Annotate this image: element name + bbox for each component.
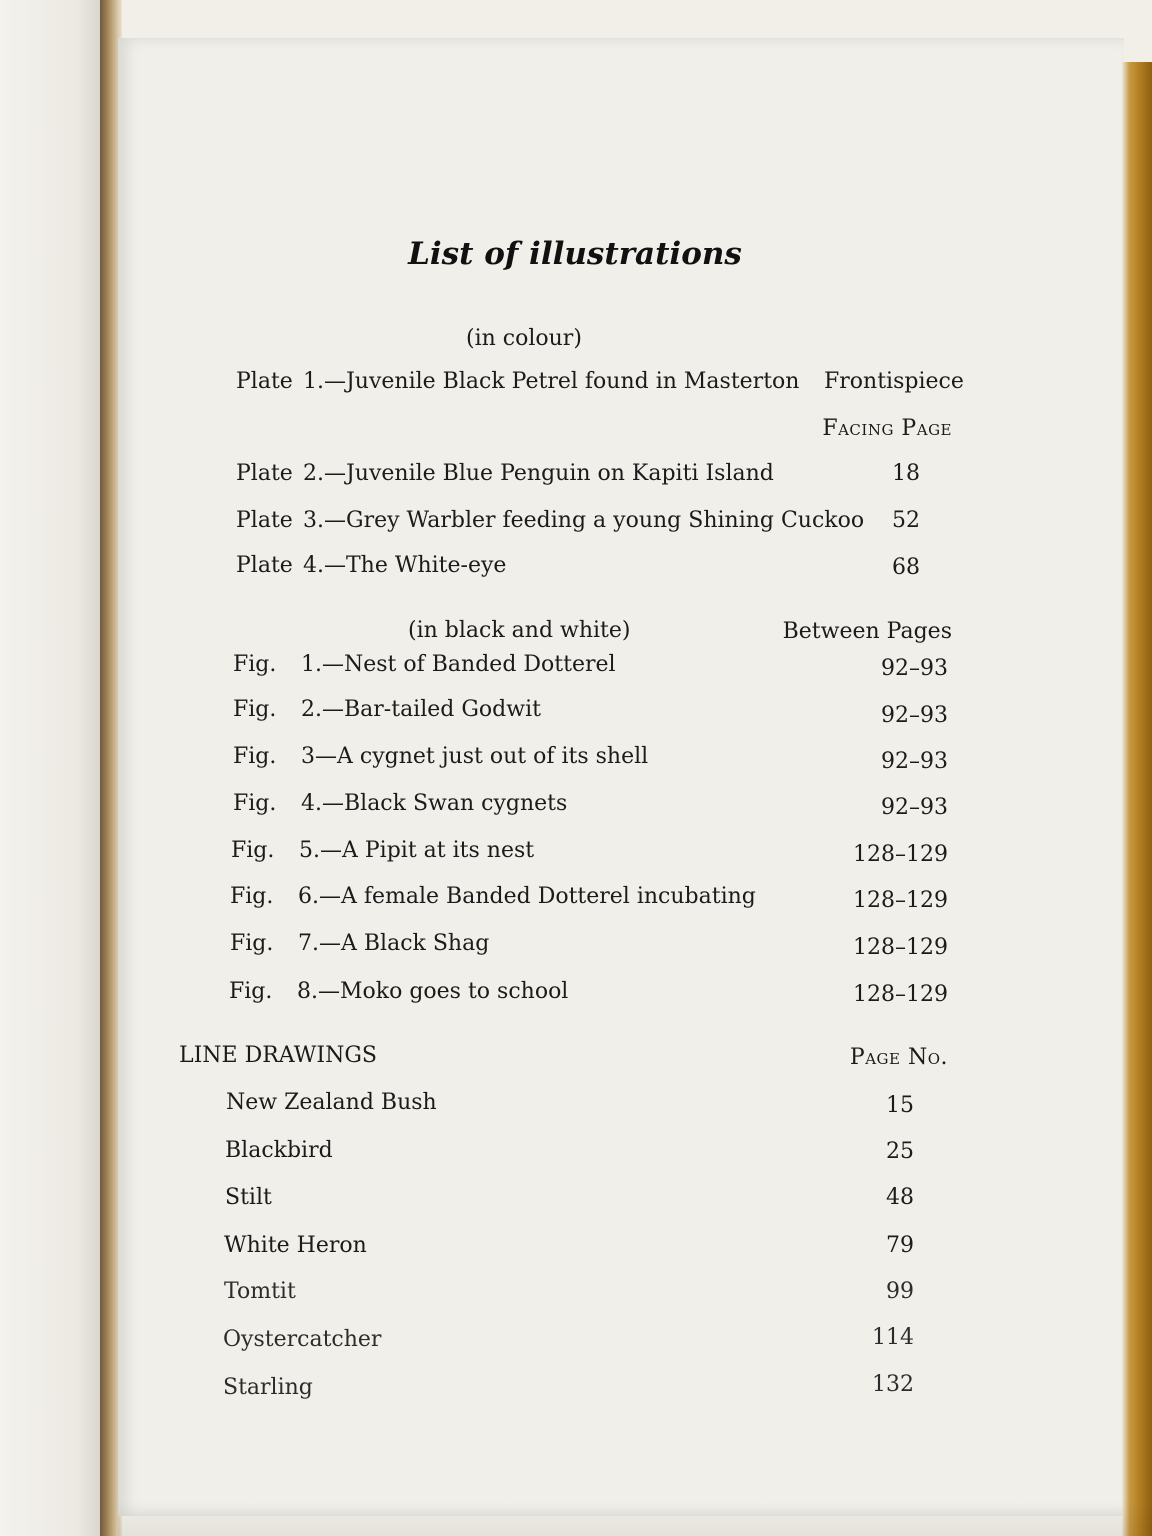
- left-page-edge: [0, 0, 110, 1536]
- page-shadow: [118, 1500, 1152, 1536]
- fig-7-label: Fig.: [230, 931, 274, 956]
- drawing-5-title: Tomtit: [224, 1279, 296, 1304]
- fig-6-label: Fig.: [230, 884, 274, 909]
- plate-3-label: Plate: [236, 508, 293, 533]
- fig-7-title: 7.—A Black Shag: [298, 931, 490, 956]
- fig-6-pages: 128–129: [853, 888, 948, 913]
- fig-8-title: 8.—Moko goes to school: [297, 979, 569, 1004]
- fig-3-label: Fig.: [233, 744, 277, 769]
- drawing-2-page: 25: [886, 1139, 914, 1164]
- drawing-1-title: New Zealand Bush: [226, 1090, 437, 1115]
- facing-page-header: Facing Page: [822, 416, 952, 441]
- plate-4-page: 68: [892, 555, 920, 580]
- drawing-5-page: 99: [886, 1279, 914, 1304]
- plate-4-label: Plate: [236, 553, 293, 578]
- plate-2-page: 18: [892, 461, 920, 486]
- fig-4-label: Fig.: [233, 791, 277, 816]
- plate-1-title: 1.—Juvenile Black Petrel found in Masterton: [303, 369, 800, 394]
- drawing-3-page: 48: [886, 1185, 914, 1210]
- fig-4-title: 4.—Black Swan cygnets: [301, 791, 568, 816]
- drawing-4-title: White Heron: [224, 1233, 367, 1258]
- fig-4-pages: 92–93: [881, 795, 948, 820]
- fig-5-title: 5.—A Pipit at its nest: [299, 838, 535, 863]
- fig-5-pages: 128–129: [853, 842, 948, 867]
- drawing-6-title: Oystercatcher: [223, 1327, 382, 1352]
- fig-1-label: Fig.: [233, 652, 277, 677]
- drawing-4-page: 79: [886, 1233, 914, 1258]
- book-cover-edge: [1122, 62, 1152, 1536]
- fig-5-label: Fig.: [231, 838, 275, 863]
- fig-3-pages: 92–93: [881, 749, 948, 774]
- fig-2-pages: 92–93: [881, 703, 948, 728]
- drawing-2-title: Blackbird: [225, 1138, 333, 1163]
- fig-8-label: Fig.: [229, 979, 273, 1004]
- drawing-3-title: Stilt: [225, 1185, 272, 1210]
- plate-2-label: Plate: [236, 461, 293, 486]
- fig-1-title: 1.—Nest of Banded Dotterel: [301, 652, 616, 677]
- plate-4-title: 4.—The White-eye: [303, 553, 507, 578]
- drawing-7-page: 132: [872, 1372, 914, 1397]
- drawing-7-title: Starling: [223, 1375, 313, 1400]
- fig-2-title: 2.—Bar-tailed Godwit: [301, 697, 541, 722]
- plate-1-page: Frontispiece: [824, 369, 964, 394]
- page-title: List of illustrations: [408, 236, 742, 272]
- fig-1-pages: 92–93: [881, 656, 948, 681]
- plate-3-title: 3.—Grey Warbler feeding a young Shining Cuckoo: [303, 508, 865, 533]
- page-no-header: Page No.: [849, 1045, 948, 1070]
- bw-section-heading: (in black and white): [408, 618, 631, 643]
- colour-section-heading: (in colour): [466, 326, 582, 351]
- fig-7-pages: 128–129: [853, 935, 948, 960]
- fig-8-pages: 128–129: [853, 982, 948, 1007]
- fig-2-label: Fig.: [233, 697, 277, 722]
- plate-3-page: 52: [892, 508, 920, 533]
- fig-3-title: 3—A cygnet just out of its shell: [301, 744, 649, 769]
- drawing-6-page: 114: [872, 1325, 914, 1350]
- line-drawings-heading: LINE DRAWINGS: [179, 1043, 377, 1068]
- plate-2-title: 2.—Juvenile Blue Penguin on Kapiti Island: [303, 461, 774, 486]
- between-pages-header: Between Pages: [782, 619, 952, 644]
- plate-1-label: Plate: [236, 369, 293, 394]
- fig-6-title: 6.—A female Banded Dotterel incubating: [298, 884, 756, 909]
- drawing-1-page: 15: [886, 1093, 914, 1118]
